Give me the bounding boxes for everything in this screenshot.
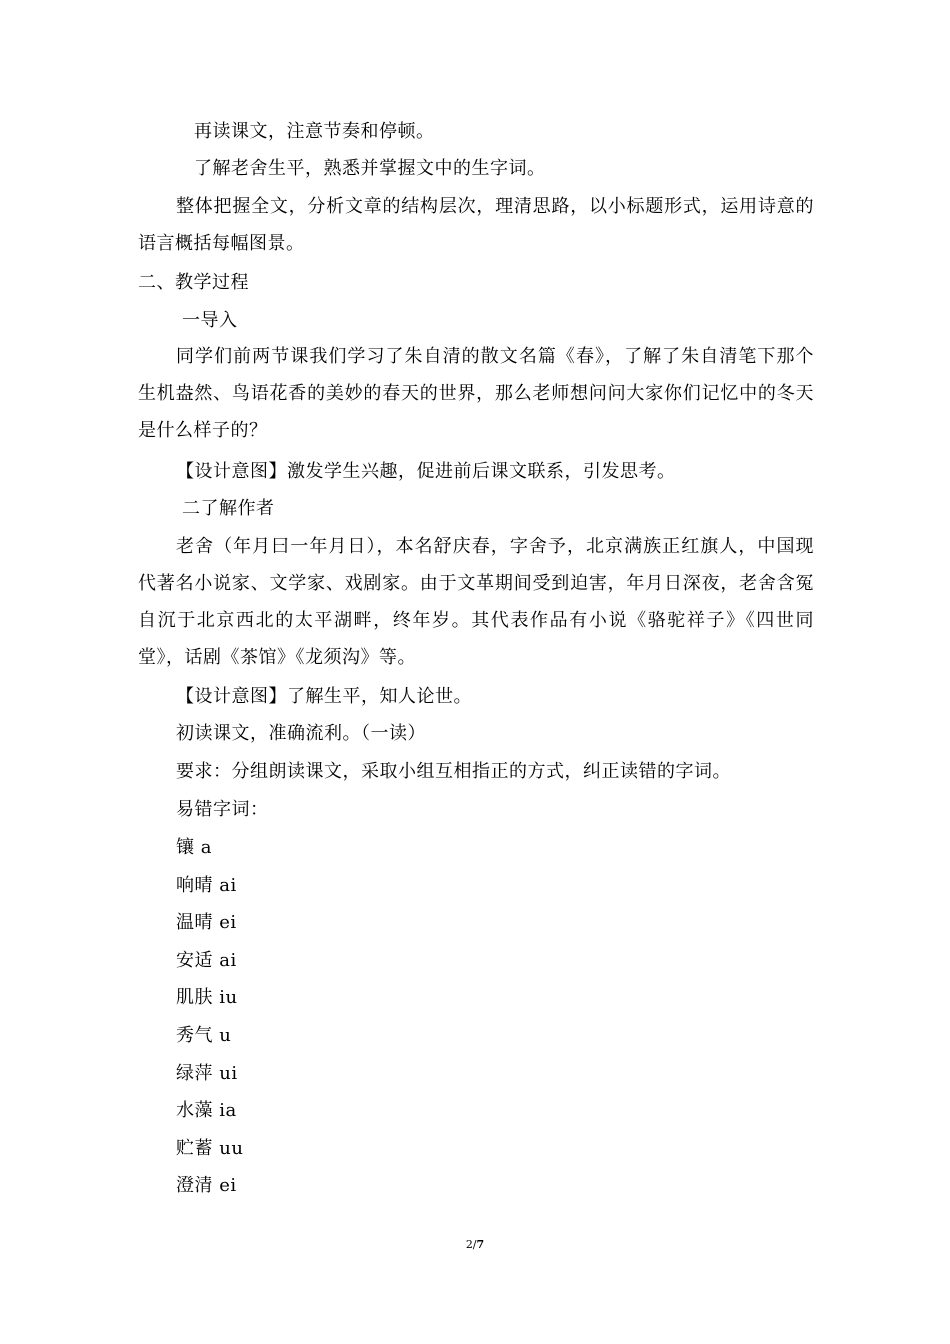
text-line: 初读课文，准确流利。（一读） — [176, 723, 426, 744]
word-item: 绿萍 ui — [176, 1063, 238, 1084]
word-item: 澄清 ei — [176, 1175, 237, 1196]
paragraph-author: 老舍（年月曰一年月日），本名舒庆春，字舍予，北京满族正红旗人，中国现代著名小说家、文学家、戏剧家。由于文革期间受到迫害，年月日深夜，老舍含冤自沉于北京西北的太平湖畔，终年岁。其代表作品有小说《骆驼祥子》《四世同堂》，话剧《茶馆》《龙须沟》等。 — [138, 536, 814, 668]
word-item: 肌肤 iu — [176, 987, 238, 1008]
page-total: 7 — [476, 1238, 485, 1251]
words-title: 易错字词： — [176, 799, 269, 820]
paragraph-intro: 同学们前两节课我们学习了朱自清的散文名篇《春》，了解了朱自清笔下那个生机盎然、鸟语花香的美妙的春天的世界，那么老师想问问大家你们记忆中的冬天是什么样子的？ — [138, 346, 814, 441]
page-number — [0, 1238, 950, 1252]
subsection-heading: 二了解作者 — [182, 498, 275, 519]
word-item: 安适 ai — [176, 950, 237, 971]
word-item: 镶 a — [176, 837, 212, 858]
word-item: 响晴 ai — [176, 875, 237, 896]
word-item: 贮蓄 uu — [176, 1138, 244, 1159]
word-item: 秀气 u — [176, 1025, 232, 1046]
page-current: 2/ — [465, 1238, 477, 1251]
text-line: 再读课文，注意节奏和停顿。 — [194, 121, 435, 142]
word-item: 温晴 ei — [176, 912, 237, 933]
text-line: 要求：分组朗读课文，采取小组互相指正的方式，纠正读错的字词。 — [176, 761, 731, 782]
subsection-heading: 一导入 — [182, 310, 238, 331]
section-heading: 二、教学过程 — [138, 272, 249, 293]
word-item: 水藻 ia — [176, 1100, 237, 1121]
design-intent: 【设计意图】了解生平，知人论世。 — [176, 686, 472, 707]
text-line: 了解老舍生平，熟悉并掌握文中的生字词。 — [194, 158, 546, 179]
paragraph-structure: 整体把握全文，分析文章的结构层次，理清思路，以小标题形式，运用诗意的语言概括每幅图景。 — [138, 196, 814, 254]
design-intent: 【设计意图】激发学生兴趣，促进前后课文联系，引发思考。 — [176, 461, 676, 482]
